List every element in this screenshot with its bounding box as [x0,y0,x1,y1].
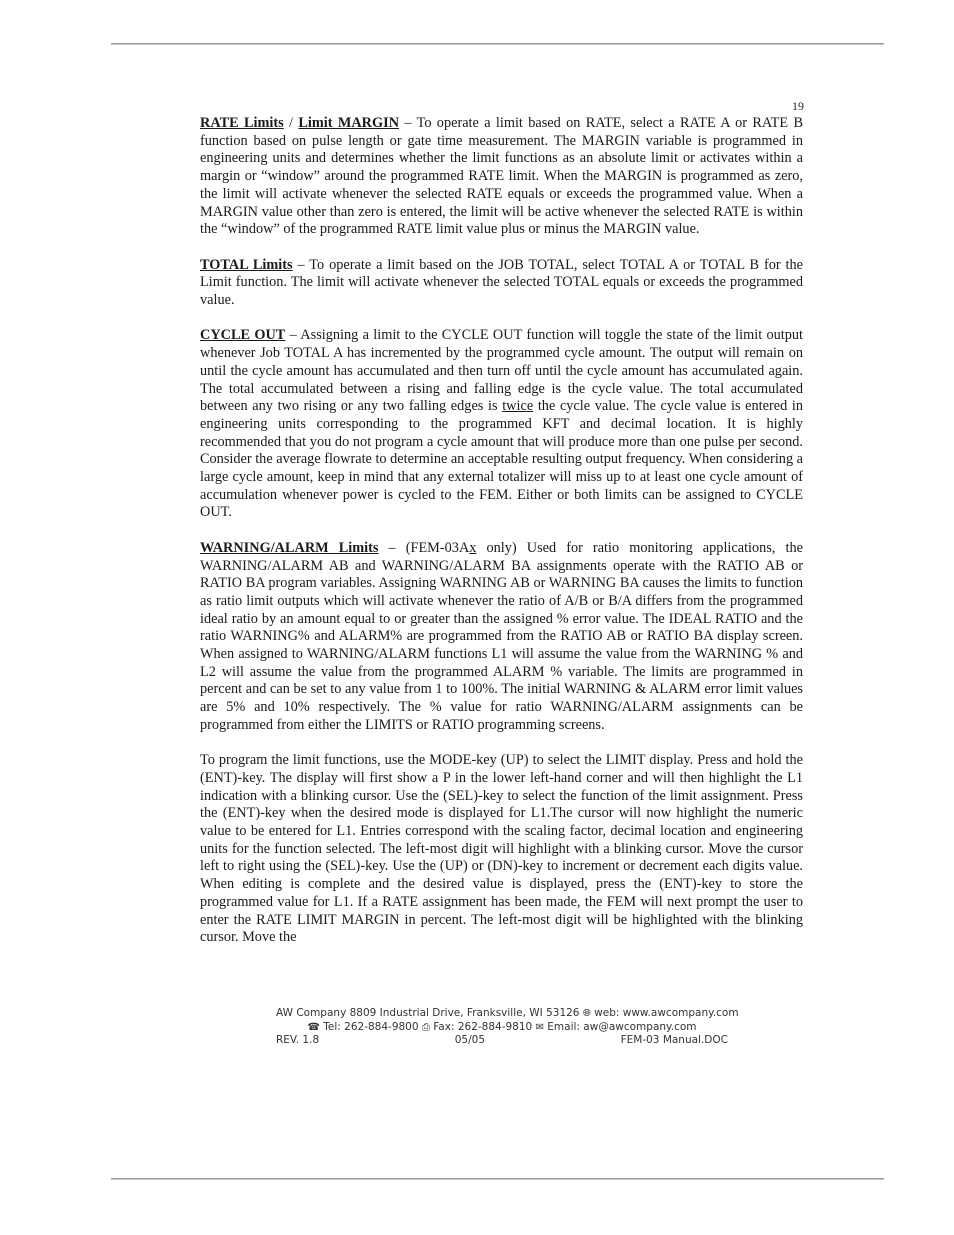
footer-email: Email: aw@awcompany.com [547,1020,697,1033]
document-body [200,115,803,965]
cycle-out-text-1: – Assigning a limit to the CYCLE OUT function will toggle the state of the limit output whenever Job TOTAL A has incremented by the programmed cycle amount. The output will remain on until the cycle amount has accumulated and then turn off until the cycle amount has accumulated again. The total accumulated between a rising and falling edge is the cycle value. The total accumulated between any two rising or any two falling edges is [200,327,804,415]
footer-fax: Fax: 262-884-9810 [433,1020,533,1033]
warning-alarm-emphasis: x [469,539,477,556]
footer-web: web: www.awcompany.com [594,1007,739,1019]
footer-document: FEM-03 Manual.DOC [620,1034,728,1046]
limit-margin-heading: Limit MARGIN [298,115,400,131]
total-limits-paragraph [200,257,803,310]
footer-revision: REV. 1.8 [276,1034,320,1046]
heading-separator: / [283,115,299,131]
footer-line-2 [276,1021,728,1035]
globe-icon: 🌐︎ [582,1008,591,1019]
footer-date: 05/05 [454,1034,485,1046]
rate-limits-heading: RATE Limits [200,115,284,131]
phone-icon: ☎ [307,1021,320,1033]
warning-alarm-heading: WARNING/ALARM Limits [200,539,379,556]
footer-company: AW Company 8809 Industrial Drive, Franksville, WI 53126 [276,1007,580,1019]
cycle-out-text-2: the cycle value. The cycle value is entered in engineering units corresponding to the programmed KFT and decimal location. It is highly recommended that you do not program a cycle amount that will produce more than one pulse per second. Consider the average flowrate to determine an acceptable resulting output frequency. When considering a large cycle amount, keep in mind that any external totalizer will miss up to at least one cycle amount of accumulation whenever power is cycled to the FEM. Either or both limits can be assigned to CYCLE OUT. [200,398,804,521]
warning-alarm-text-1: – (FEM-03A [378,539,470,556]
bottom-rule [111,1178,884,1180]
warning-alarm-paragraph [200,540,803,735]
page-footer [276,1007,739,1048]
cycle-out-paragraph [200,327,803,522]
cycle-out-heading: CYCLE OUT [200,327,286,344]
footer-tel: Tel: 262-884-9800 [323,1020,419,1033]
rate-limits-text: – To operate a limit based on RATE, select a RATE A or RATE B function based on pulse length or gate time measurement. The MARGIN variable is programmed in engineering units and determines whether the limit functions as an absolute limit or activates within a margin or “window” around the programmed RATE limit. When the MARGIN is programmed as zero, the limit will activate whenever the selected RATE equals or exceeds the programmed value. When a MARGIN value other than zero is entered, the limit will be active whenever the selected RATE is within the “window” of the programmed RATE limit value plus or minus the MARGIN value. [200,115,803,238]
fax-icon: ⎙ [421,1021,430,1033]
top-rule [111,43,884,45]
cycle-out-emphasis: twice [502,398,534,415]
programming-paragraph: To program the limit functions, use the MODE-key (UP) to select the LIMIT display. Press and hold the (ENT)-key. The display will first show a P in the lower left-hand corner and will then highlight the L1 indication with a blinking cursor. Use the (SEL)-key to select the function of the limit assignment. Press the (ENT)-key when the desired mode is displayed for L1.The cursor will now highlight the numeric value to be entered for L1. Entries correspond with the scaling factor, decimal location and engineering units for the function selected. The left-most digit will highlight with a blinking cursor. Move the cursor left to right using the (SEL)-key. Use the (UP) or (DN)-key to increment or decrement each digits value. When editing is complete and the desired value is displayed, press the (ENT)-key to store the programmed value for L1. If a RATE assignment has been made, the FEM will next prompt the user to enter the RATE LIMIT MARGIN in percent. The left-most digit will be highlighted with the blinking cursor. Move the [200,752,803,946]
email-icon: ✉ [535,1021,544,1033]
warning-alarm-text-2: only) Used for ratio monitoring applications, the WARNING/ALARM AB and WARNING/ALARM BA assignments operate with the RATIO AB or RATIO BA program variables. Assigning WARNING AB or WARNING BA causes the limits to function as ratio limit outputs which will activate whenever the ratio of A/B or B/A differs from the programmed ideal ratio by an amount equal to or greater than the assigned % error value. The IDEAL RATIO and the ratio WARNING% and ALARM% are programmed from the RATIO AB or RATIO BA display screen. When assigned to WARNING/ALARM functions L1 will assume the value from the WARNING % and L2 will assume the value from the programmed ALARM % variable. The limits are programmed in percent and can be set to any value from 1 to 100%. The initial WARNING & ALARM error limit values are 5% and 10% respectively. The % value for ratio WARNING/ALARM assignments can be programmed from either the LIMITS or RATIO programming screens. [200,539,803,733]
page-number: 19 [792,99,804,113]
footer-line-1 [276,1007,739,1021]
total-limits-text: – To operate a limit based on the JOB TOTAL, select TOTAL A or TOTAL B for the Limit function. The limit will activate whenever the selected TOTAL equals or exceeds the programmed value. [200,256,803,309]
rate-limits-paragraph [200,115,803,239]
total-limits-heading: TOTAL Limits [200,256,293,273]
footer-line-3 [276,1034,728,1048]
